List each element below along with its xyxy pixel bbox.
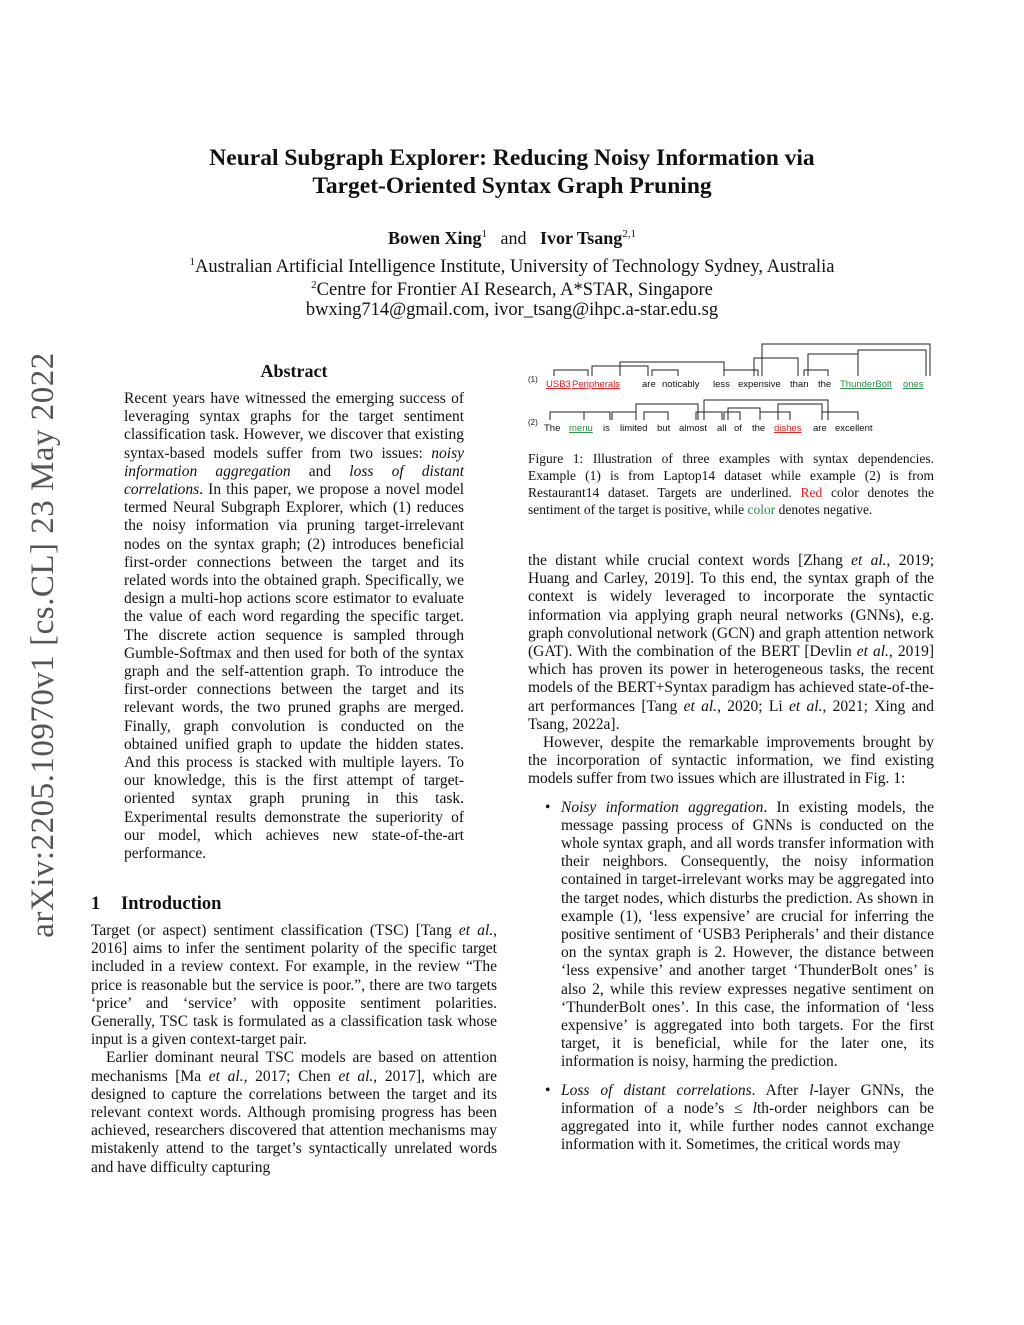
figure-ex2-word-7: of	[734, 423, 742, 434]
section-number: 1	[91, 894, 101, 914]
figure-ex2-arc	[612, 412, 636, 420]
intro-paragraph-3	[528, 552, 934, 734]
affiliation-1-sup: 1	[189, 255, 196, 268]
figure-ex2-word-6: all	[717, 423, 727, 434]
author-and: and	[500, 228, 527, 248]
affiliation-1-text: Australian Artificial Intelligence Institute, University of Technology Sydney, Australia	[195, 257, 835, 277]
figure-ex2-label: (2)	[528, 418, 538, 427]
issue-2-text: th-order neighbors can be aggregated into it, while further nodes cannot exchange information with it. Sometimes, the critical words may	[561, 1099, 934, 1154]
bullet-icon: •	[545, 798, 551, 816]
figure-ex2-word-1: menu	[569, 423, 593, 434]
text: , 2021; Xing and Tsang, 2022a].	[528, 697, 934, 733]
title-line-2: Target-Oriented Syntax Graph Pruning	[312, 173, 712, 199]
arxiv-watermark: arXiv:2205.10970v1 [cs.CL] 23 May 2022	[25, 352, 61, 938]
figure-ex2-word-8: the	[752, 423, 766, 434]
figure-ex1-arc	[858, 350, 926, 376]
et-al: et al.	[458, 922, 494, 939]
author-2-sup: 2,1	[622, 228, 636, 240]
et-al: et al.	[851, 552, 887, 569]
text: Earlier dominant neural TSC models are based on attention mechanisms [Ma	[91, 1049, 497, 1085]
text: , 2020; Li	[717, 697, 789, 715]
section-title: Introduction	[121, 894, 222, 914]
abstract-heading: Abstract	[260, 361, 328, 381]
figure-ex1-arc	[754, 358, 798, 376]
figure-ex2-arc	[728, 408, 760, 420]
figure-ex2-arc	[724, 412, 740, 420]
figure-ex1-word-4: less	[713, 379, 730, 390]
et-al: et al.	[208, 1067, 244, 1085]
figure-ex2-arc	[760, 412, 790, 420]
issue-2-text: -layer GNNs, the information of a node’s	[561, 1081, 934, 1117]
issue-item-1	[528, 799, 934, 1072]
figure-1-caption	[528, 450, 934, 518]
math-l: l	[752, 1099, 757, 1117]
paper-title	[100, 144, 924, 200]
math-l: l	[809, 1081, 814, 1099]
figure-ex2-word-3: limited	[620, 423, 648, 434]
bullet-icon: •	[545, 1081, 551, 1099]
caption-text: Figure 1: Illustration of three examples with syntax dependencies. Example (1) is from Laptop14 dataset while example (2) is from Restaurant14 dataset. Targets are underlined.	[528, 451, 934, 500]
et-al: et al.	[683, 697, 718, 715]
figure-ex2-word-4: but	[657, 423, 671, 434]
text: , 2019; Huang and Carley, 2019]. To this end, the syntax graph of the context is widely leveraged to incorporate the syntactic information via applying graph neural networks (GNNs), e.g. graph convolutional network (GCN) and graph attention network (GAT). With the combination of the BERT [Devlin	[528, 552, 934, 661]
figure-ex1-word-5: expensive	[738, 379, 781, 390]
text: , 2017], which are designed to capture the correlations between the target and its relevant context words. Although promising progress has been achieved, researchers discovered that attention mechanisms may mistakenly attend to the target’s syntactically unrelated words and have difficulty capturing	[91, 1067, 497, 1176]
figure-ex1-arc	[620, 362, 724, 376]
author-list	[100, 226, 924, 250]
author-2: Ivor Tsang	[540, 228, 623, 248]
figure-ex2-arc	[584, 412, 610, 420]
issue-2-title: Loss of distant correlations	[561, 1081, 752, 1099]
figure-ex1-arc	[554, 370, 588, 376]
figure-ex1-word-7: the	[818, 379, 832, 390]
text: , 2017; Chen	[243, 1067, 339, 1085]
issue-2-text: . After	[751, 1081, 810, 1099]
figure-ex1-arc	[724, 370, 758, 376]
abstract-body	[124, 390, 464, 863]
figure-ex2-word-0: The	[544, 423, 561, 434]
text: , 2019] which has proven its power in heterogeneous tasks, the recent models of the BERT+Syntax paradigm has achieved state-of-the-art performances [Tang	[528, 643, 934, 715]
author-1: Bowen Xing	[388, 228, 482, 248]
figure-ex1-label: (1)	[528, 375, 538, 384]
figure-ex2-arc	[822, 412, 858, 420]
intro-paragraph-4: However, despite the remarkable improvements brought by the incorporation of syntactic information, we find existing models suffer from two issues which are illustrated in Fig. 1:	[528, 734, 934, 788]
affiliation-1	[100, 256, 924, 278]
abstract-issue-2: loss of distant correlations	[124, 462, 464, 499]
caption-red-word: Red	[800, 485, 823, 500]
section-heading-introduction	[91, 894, 221, 915]
caption-green-word: color	[747, 502, 776, 517]
et-al: et al.	[338, 1067, 374, 1085]
figure-ex1-arc	[652, 370, 678, 376]
issue-list	[528, 799, 934, 1155]
figure-ex1-word-8: ThunderBolt	[840, 379, 892, 390]
math-leq: ≤	[734, 1099, 743, 1117]
issue-1-text: . In existing models, the message passing process of GNNs is conducted on the whole syntax graph, and all words transfer information with their neighbors. Consequently, the noisy information contained in target-irrelevant works may be aggregated into the target nodes, which disturbs the prediction. As shown in example (1), ‘less expensive’ are crucial for inferring the positive sentiment of ‘USB3 Peripherals’ and their distance on the syntax graph is 2. However, the distance between ‘less expensive’ and another target ‘ThunderBolt ones’ is also 2, while this review expresses negative sentiment on ‘ThunderBolt ones’. In this case, the information of ‘less expensive’ is aggregated into both targets. For the first target, it is beneficial, while for the later one, its information is noisy, harming the prediction.	[561, 798, 934, 1071]
text: , 2016] aims to infer the sentiment polarity of the specific target included in a review context. For example, in the review “The price is reasonable but the service is poor.”, there are two targets ‘price’ and ‘service’ with opposite sentiment polarities. Generally, TSC task is formulated as a classification task whose input is a given context-target pair.	[91, 922, 498, 1049]
figure-ex2-word-5: almost	[679, 423, 707, 434]
intro-paragraph-1	[91, 922, 497, 1049]
et-al: et al.	[789, 697, 823, 715]
figure-ex1-word-9: ones	[903, 379, 924, 390]
abstract-issue-1: noisy information aggregation	[124, 444, 464, 480]
figure-ex2-arc	[704, 400, 828, 420]
author-1-sup: 1	[481, 228, 488, 240]
caption-text: denotes negative.	[775, 502, 873, 517]
affiliation-2-text: Centre for Frontier AI Research, A*STAR, Singapore	[316, 280, 713, 300]
abstract-text: . In this paper, we propose a novel model termed Neural Subgraph Explorer, which (1) reduces the noisy information via pruning target-irrelevant nodes on the syntax graph; (2) introduces beneficial first-order connections between the target and its related words into the obtained graph. Specifically, we design a multi-hop actions score estimator to evaluate the value of each word regarding the specific target. The discrete action sequence is sampled through Gumble-Softmax and then used for both of the syntax graph and the self-attention graph. To introduce the first-order connections between the target and its relevant words, the two pruned graphs are merged. Finally, graph convolution is conducted on the obtained unified graph to update the hidden states. And this process is stacked with multiple layers. To our knowledge, this is the first attempt of target-oriented syntax graph pruning in this task. Experimental results demonstrate the superiority of our model, which achieves new state-of-the-art performance.	[124, 481, 464, 863]
abstract-text: and	[290, 462, 350, 480]
figure-ex1-word-2: are	[642, 379, 656, 390]
figure-ex1-word-1: Peripherals	[572, 379, 621, 390]
author-emails: bwxing714@gmail.com, ivor_tsang@ihpc.a-star.edu.sg	[305, 300, 719, 320]
figure-ex1-word-0: USB3	[546, 379, 571, 390]
figure-ex2-arc	[696, 412, 722, 420]
text: Target (or aspect) sentiment classification (TSC) [Tang	[91, 922, 459, 939]
figure-ex2-word-9: dishes	[774, 423, 802, 434]
et-al: et al.	[856, 643, 889, 661]
figure-ex1-word-3: noticably	[662, 379, 700, 390]
figure-ex1-word-6: than	[790, 379, 809, 390]
intro-paragraph-2	[91, 1049, 497, 1176]
figure-ex1-arc	[808, 354, 858, 376]
issue-1-title: Noisy information aggregation	[561, 798, 764, 816]
affiliation-2	[100, 279, 924, 301]
text: the distant while crucial context words [Zhang	[528, 552, 852, 569]
affiliation-2-sup: 2	[311, 278, 317, 291]
figure-1-dependency-diagram	[528, 336, 934, 446]
figure-ex2-word-10: are	[813, 423, 827, 434]
issue-item-2	[528, 1082, 934, 1155]
caption-text: color denotes the sentiment of the target is positive, while	[528, 485, 934, 517]
intro-right-column	[528, 552, 934, 1155]
intro-left-column	[91, 922, 497, 1177]
figure-ex1-arc	[762, 344, 930, 376]
figure-ex2-word-11: excellent	[835, 423, 873, 434]
title-line-1: Neural Subgraph Explorer: Reducing Noisy Information via	[209, 145, 815, 171]
figure-ex2-word-2: is	[603, 423, 610, 434]
figure-ex2-arc	[550, 412, 584, 420]
abstract-text: Recent years have witnessed the emerging success of leveraging syntax graphs for the target sentiment classification task. However, we discover that existing syntax-based models suffer from two issues:	[124, 390, 464, 462]
figure-ex2-arc	[644, 412, 668, 420]
